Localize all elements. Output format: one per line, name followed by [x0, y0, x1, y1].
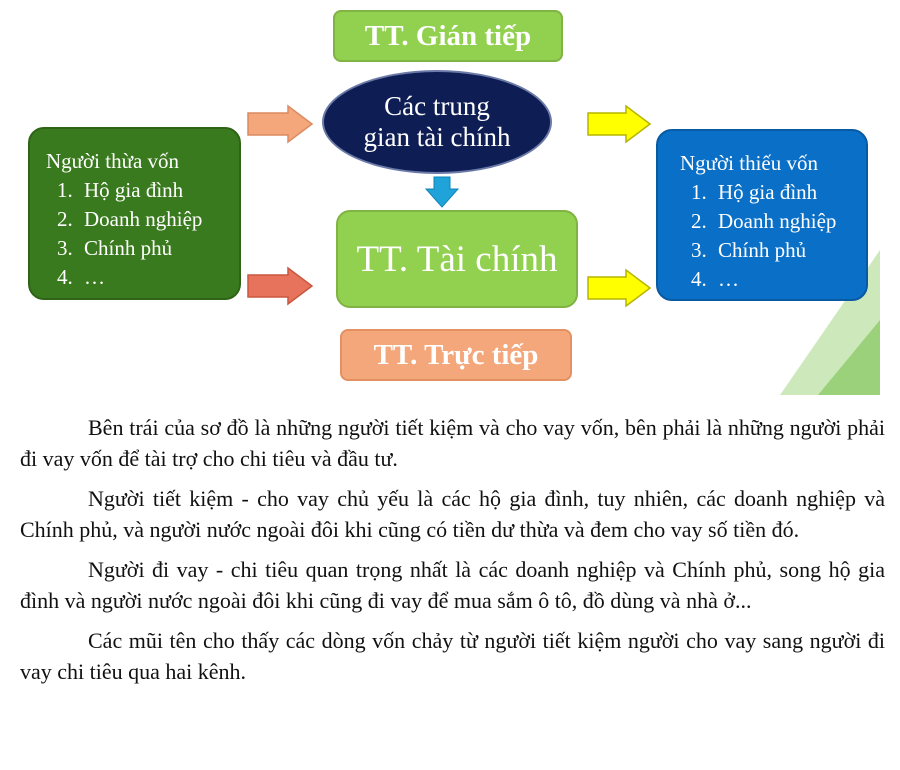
borrowers-item: 2. Doanh nghiệp: [712, 207, 856, 236]
lenders-item: 1. Hộ gia đình: [78, 176, 229, 205]
lenders-title: Người thừa vốn: [46, 149, 180, 173]
paragraph: Bên trái của sơ đồ là những người tiết kiệm và cho vay vốn, bên phải là những người phải đi vay vốn để tài trợ cho chi tiêu và đầu tư.: [20, 415, 885, 471]
lenders-list: [46, 176, 229, 292]
financial-market-text: TT. Tài chính: [356, 238, 558, 280]
lenders-item: 4. …: [78, 263, 229, 292]
borrowers-item: 1. Hộ gia đình: [712, 178, 856, 207]
lenders-node: [28, 127, 241, 300]
indirect-market-label: [333, 10, 563, 62]
paragraph: Người đi vay - chi tiêu quan trọng nhất là các doanh nghiệp và Chính phủ, song hộ gia đình và người nước ngoài đôi khi cũng đi vay để mua sắm ô tô, đồ dùng và nhà ở...: [20, 557, 885, 613]
borrowers-title: Người thiếu vốn: [680, 151, 818, 175]
explanation-text: [20, 412, 885, 696]
intermediaries-line-1: Các trung: [384, 91, 490, 121]
lenders-item: 2. Doanh nghiệp: [78, 205, 229, 234]
paragraph: Các mũi tên cho thấy các dòng vốn chảy từ người tiết kiệm người cho vay sang người đi vay chi tiêu qua hai kênh.: [20, 628, 885, 684]
borrowers-item: 4. …: [712, 265, 856, 294]
borrowers-item: 3. Chính phủ: [712, 236, 856, 265]
arrow-intermediaries-to-market: [425, 176, 459, 208]
financial-intermediaries-node: [322, 70, 552, 174]
arrow-market-to-borrowers: [586, 268, 652, 308]
arrow-intermediaries-to-borrowers: [586, 104, 652, 144]
arrow-lenders-to-intermediaries: [246, 104, 314, 144]
lenders-item: 3. Chính phủ: [78, 234, 229, 263]
borrowers-list: [680, 178, 856, 294]
financial-market-node: [336, 210, 578, 308]
paragraph: Người tiết kiệm - cho vay chủ yếu là các hộ gia đình, tuy nhiên, các doanh nghiệp và Chính phủ, và người nước ngoài đôi khi cũng có tiền dư thừa và đem cho vay số tiền đó.: [20, 486, 885, 542]
direct-market-label: [340, 329, 572, 381]
arrow-lenders-to-market: [246, 266, 314, 306]
indirect-market-text: TT. Gián tiếp: [364, 19, 532, 52]
borrowers-node: [656, 129, 868, 301]
intermediaries-line-2: gian tài chính: [363, 122, 511, 152]
direct-market-text: TT. Trực tiếp: [373, 338, 539, 371]
